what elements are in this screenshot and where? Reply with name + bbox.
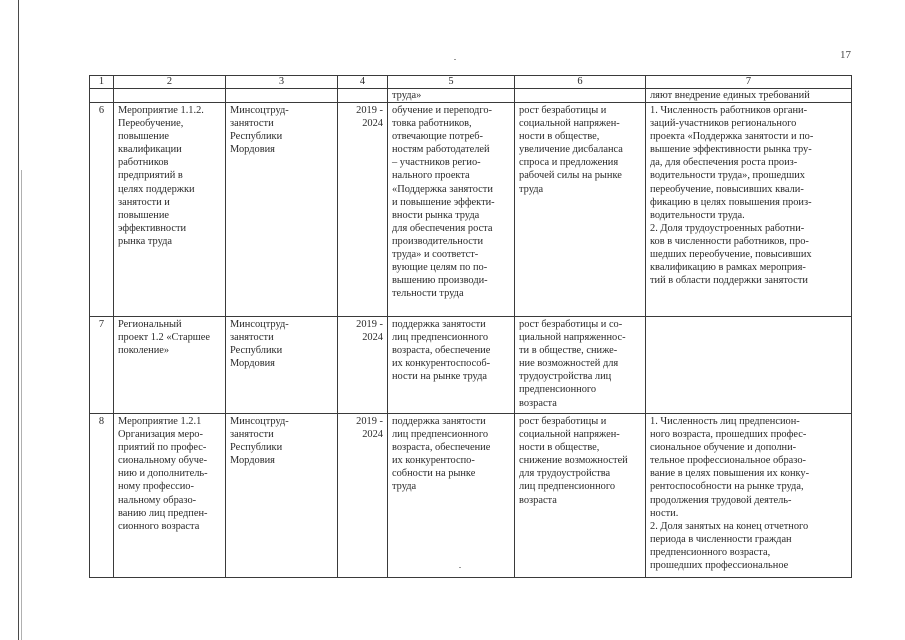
executor-cell: Минсоцтруд- занятости Республики Мордовия [226, 317, 338, 414]
program-measures-table [89, 75, 852, 578]
expected-result-cell: поддержка занятости лиц предпенсионного возраста, обеспечение их конкурентоспособ- ности на рынке труда [388, 317, 515, 414]
period-cell: 2019 - 2024 [338, 317, 388, 414]
continuation-cell [226, 89, 338, 103]
indicators-cell [646, 317, 852, 414]
row-number: 8 [90, 414, 114, 578]
column-number: 1 [90, 76, 114, 89]
executor-cell: Минсоцтруд- занятости Республики Мордовия [226, 103, 338, 317]
table-row [90, 317, 852, 414]
measure-name-cell: Региональный проект 1.2 «Старшее поколение» [114, 317, 226, 414]
continuation-cell [90, 89, 114, 103]
table-row [90, 414, 852, 578]
page-number: 17 [840, 49, 851, 61]
column-number: 7 [646, 76, 852, 89]
expected-result-cell: поддержка занятости лиц предпенсионного возраста, обеспечение их конкурентоспо- собности на рынке труда [388, 414, 515, 578]
indicators-cell: 1. Численность работников органи- заций-участников регионального проекта «Поддержка занятости и по- вышение эффективности рынка тру- да, для обеспечения роста произ- водительности труда», прошедших переобучение, повысивших квали- фикацию в целях повышения произ- водительности труда. 2. Доля трудоустроенных работни- ков в численности работников, про- шедших переобучение, повысивших квалификацию в рамках мероприя- тий в области поддержки занятости [646, 103, 852, 317]
continuation-cell [114, 89, 226, 103]
executor-cell: Минсоцтруд- занятости Республики Мордовия [226, 414, 338, 578]
column-number: 4 [338, 76, 388, 89]
column-number: 6 [515, 76, 646, 89]
table-row [90, 103, 852, 317]
indicators-cell: 1. Численность лиц предпенсион- ного возраста, прошедших профес- сиональное обучение и дополни- тельное профессиональное образо- вание в целях повышения их конку- рентоспособности на рынке труда, продолжения трудовой деятель- ности. 2. Доля занятых на конец отчетного периода в численности граждан предпенсионного возраста, прошедших профессиональное [646, 414, 852, 578]
period-cell: 2019 - 2024 [338, 103, 388, 317]
row-number: 6 [90, 103, 114, 317]
column-number: 2 [114, 76, 226, 89]
continuation-cell: труда» [388, 89, 515, 103]
continuation-cell [515, 89, 646, 103]
consequences-cell: рост безработицы и со- циальной напряженнос- ти в обществе, сниже- ние возможностей для трудоустройства лиц предпенсионного возраста [515, 317, 646, 414]
measure-name-cell: Мероприятие 1.1.2. Переобучение, повышение квалификации работников предприятий в целях поддержки занятости и повышение эффективности рынка труда [114, 103, 226, 317]
column-number: 3 [226, 76, 338, 89]
period-cell: 2019 - 2024 [338, 414, 388, 578]
scan-speck [454, 59, 456, 60]
consequences-cell: рост безработицы и социальной напряжен- ности в обществе, увеличение дисбаланса спроса и предложения рабочей силы на рынке труда [515, 103, 646, 317]
continuation-row [90, 89, 852, 103]
measure-name-cell: Мероприятие 1.2.1 Организация меро- приятий по профес- сиональному обуче- нию и дополнитель- ному профессио- нальному образо- ванию лиц предпен- сионного возраста [114, 414, 226, 578]
continuation-cell: ляют внедрение единых требований [646, 89, 852, 103]
continuation-cell [338, 89, 388, 103]
expected-result-cell: обучение и переподго- товка работников, отвечающие потреб- ностям работодателей – участников регио- нального проекта «Поддержка занятости и повышение эффекти- вности рынка труда для обеспечения роста производительности труда» и соответст- вующие целям по по- вышению производи- тельности труда [388, 103, 515, 317]
column-number-row [90, 76, 852, 89]
column-number: 5 [388, 76, 515, 89]
row-number: 7 [90, 317, 114, 414]
consequences-cell: рост безработицы и социальной напряжен- ности в обществе, снижение возможностей для трудоустройства лиц предпенсионного возраста [515, 414, 646, 578]
scan-left-edge-line [18, 0, 19, 640]
scan-left-edge-shadow [21, 170, 22, 640]
